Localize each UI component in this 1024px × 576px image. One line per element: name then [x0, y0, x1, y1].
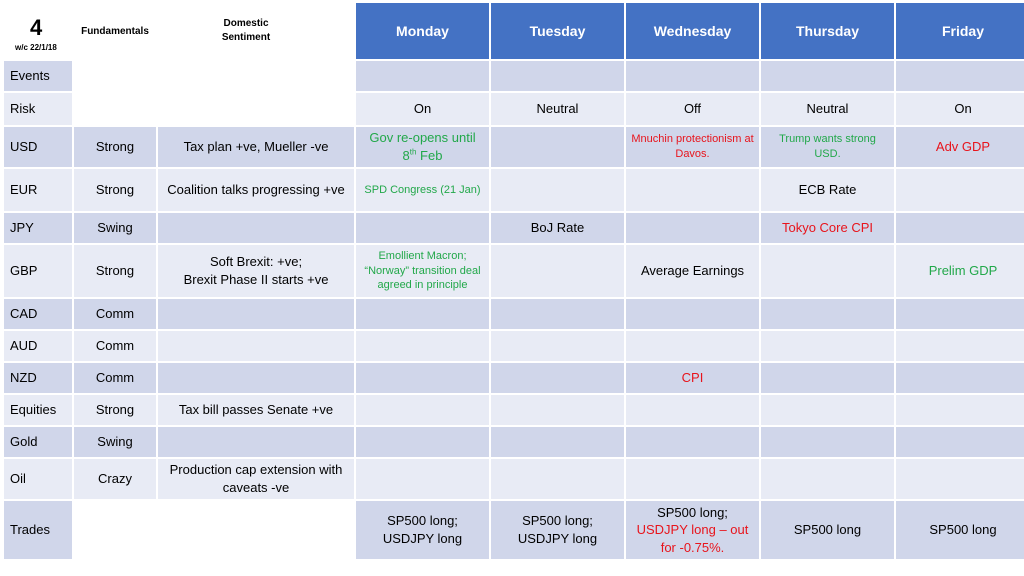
- nzd-sentiment: [158, 363, 354, 393]
- usd-monday-suffix: th: [409, 147, 417, 157]
- weekly-fx-calendar-table: [4, 3, 1016, 555]
- gbp-sentiment: [158, 245, 354, 297]
- cad-tuesday: [491, 299, 624, 329]
- week-number-cell: [4, 3, 72, 59]
- gbp-sentiment-line2: Brexit Phase II starts +ve: [183, 272, 329, 287]
- row-label-gold: Gold: [4, 427, 72, 457]
- row-label-events: Events: [4, 61, 72, 91]
- gold-tuesday: [491, 427, 624, 457]
- jpy-sentiment: [158, 213, 354, 243]
- oil-monday: [356, 459, 489, 499]
- trades-monday-line2: USDJPY long: [382, 531, 463, 546]
- trades-fundamentals: [74, 501, 156, 559]
- trades-monday-line1: SP500 long;: [387, 513, 458, 529]
- aud-monday: [356, 331, 489, 361]
- jpy-wednesday: [626, 213, 759, 243]
- trades-sentiment: [158, 501, 354, 559]
- gold-friday: [896, 427, 1024, 457]
- usd-friday: Adv GDP: [896, 127, 1024, 167]
- cad-fundamentals: Comm: [74, 299, 156, 329]
- oil-sentiment: Production cap extension with caveats -ve: [158, 459, 354, 499]
- jpy-monday: [356, 213, 489, 243]
- usd-fundamentals: Strong: [74, 127, 156, 167]
- oil-friday: [896, 459, 1024, 499]
- gbp-tuesday: [491, 245, 624, 297]
- events-friday: [896, 61, 1024, 91]
- trades-wednesday-line1: SP500 long;: [657, 504, 728, 520]
- row-label-usd: USD: [4, 127, 72, 167]
- oil-fundamentals: Crazy: [74, 459, 156, 499]
- header-friday: Friday: [896, 3, 1024, 59]
- gbp-friday: Prelim GDP: [896, 245, 1024, 297]
- risk-wednesday: Off: [626, 93, 759, 125]
- events-fundamentals: [74, 61, 156, 91]
- events-monday: [356, 61, 489, 91]
- usd-monday-month: Feb: [416, 148, 443, 163]
- equities-wednesday: [626, 395, 759, 425]
- cad-sentiment: [158, 299, 354, 329]
- usd-monday: [356, 127, 489, 167]
- usd-tuesday: [491, 127, 624, 167]
- row-label-cad: CAD: [4, 299, 72, 329]
- cad-friday: [896, 299, 1024, 329]
- equities-tuesday: [491, 395, 624, 425]
- aud-fundamentals: Comm: [74, 331, 156, 361]
- equities-friday: [896, 395, 1024, 425]
- gbp-fundamentals: Strong: [74, 245, 156, 297]
- jpy-tuesday: BoJ Rate: [491, 213, 624, 243]
- gold-wednesday: [626, 427, 759, 457]
- aud-tuesday: [491, 331, 624, 361]
- eur-thursday: ECB Rate: [761, 169, 894, 211]
- oil-wednesday: [626, 459, 759, 499]
- nzd-thursday: [761, 363, 894, 393]
- nzd-tuesday: [491, 363, 624, 393]
- week-number: 4: [30, 15, 43, 40]
- gbp-thursday: [761, 245, 894, 297]
- row-label-eur: EUR: [4, 169, 72, 211]
- trades-tuesday-line1: SP500 long;: [522, 513, 593, 529]
- trades-thursday: SP500 long: [761, 501, 894, 559]
- usd-sentiment: Tax plan +ve, Mueller -ve: [158, 127, 354, 167]
- row-label-gbp: GBP: [4, 245, 72, 297]
- week-commencing: w/c 22/1/18: [15, 43, 57, 52]
- usd-monday-day: 8: [402, 148, 410, 163]
- header-thursday: Thursday: [761, 3, 894, 59]
- jpy-friday: [896, 213, 1024, 243]
- gold-fundamentals: Swing: [74, 427, 156, 457]
- equities-thursday: [761, 395, 894, 425]
- gold-monday: [356, 427, 489, 457]
- aud-sentiment: [158, 331, 354, 361]
- gold-thursday: [761, 427, 894, 457]
- usd-monday-line1: Gov re-opens until: [369, 130, 476, 146]
- eur-sentiment: Coalition talks progressing +ve: [158, 169, 354, 211]
- aud-wednesday: [626, 331, 759, 361]
- eur-friday: [896, 169, 1024, 211]
- jpy-thursday: Tokyo Core CPI: [761, 213, 894, 243]
- risk-friday: On: [896, 93, 1024, 125]
- nzd-friday: [896, 363, 1024, 393]
- trades-wednesday-line2: USDJPY long – out for -0.75%.: [636, 522, 749, 555]
- fundamentals-header: Fundamentals: [74, 3, 156, 59]
- equities-monday: [356, 395, 489, 425]
- trades-monday: [356, 501, 489, 559]
- risk-tuesday: Neutral: [491, 93, 624, 125]
- jpy-fundamentals: Swing: [74, 213, 156, 243]
- domestic-sentiment-header: Domestic Sentiment: [158, 3, 354, 59]
- header-monday: Monday: [356, 3, 489, 59]
- row-label-equities: Equities: [4, 395, 72, 425]
- row-label-nzd: NZD: [4, 363, 72, 393]
- eur-fundamentals: Strong: [74, 169, 156, 211]
- gbp-sentiment-line1: Soft Brexit: +ve;: [209, 254, 303, 270]
- oil-thursday: [761, 459, 894, 499]
- row-label-aud: AUD: [4, 331, 72, 361]
- eur-monday: SPD Congress (21 Jan): [356, 169, 489, 211]
- oil-tuesday: [491, 459, 624, 499]
- events-thursday: [761, 61, 894, 91]
- events-sentiment: [158, 61, 354, 91]
- row-label-trades: Trades: [4, 501, 72, 559]
- aud-friday: [896, 331, 1024, 361]
- row-label-risk: Risk: [4, 93, 72, 125]
- risk-sentiment: [158, 93, 354, 125]
- gbp-monday: Emollient Macron; “Norway” transition deal agreed in principle: [356, 245, 489, 297]
- cad-thursday: [761, 299, 894, 329]
- row-label-oil: Oil: [4, 459, 72, 499]
- aud-thursday: [761, 331, 894, 361]
- cad-monday: [356, 299, 489, 329]
- usd-thursday: Trump wants strong USD.: [761, 127, 894, 167]
- trades-friday: SP500 long: [896, 501, 1024, 559]
- nzd-monday: [356, 363, 489, 393]
- risk-fundamentals: [74, 93, 156, 125]
- gold-sentiment: [158, 427, 354, 457]
- header-tuesday: Tuesday: [491, 3, 624, 59]
- eur-tuesday: [491, 169, 624, 211]
- trades-wednesday: [626, 501, 759, 559]
- usd-monday-line2: [403, 147, 443, 165]
- equities-fundamentals: Strong: [74, 395, 156, 425]
- events-wednesday: [626, 61, 759, 91]
- nzd-fundamentals: Comm: [74, 363, 156, 393]
- gbp-wednesday: Average Earnings: [626, 245, 759, 297]
- row-label-jpy: JPY: [4, 213, 72, 243]
- events-tuesday: [491, 61, 624, 91]
- trades-tuesday: [491, 501, 624, 559]
- equities-sentiment: Tax bill passes Senate +ve: [158, 395, 354, 425]
- nzd-wednesday: CPI: [626, 363, 759, 393]
- trades-tuesday-line2: USDJPY long: [517, 531, 598, 546]
- eur-wednesday: [626, 169, 759, 211]
- risk-monday: On: [356, 93, 489, 125]
- risk-thursday: Neutral: [761, 93, 894, 125]
- usd-wednesday: Mnuchin protectionism at Davos.: [626, 127, 759, 167]
- cad-wednesday: [626, 299, 759, 329]
- header-wednesday: Wednesday: [626, 3, 759, 59]
